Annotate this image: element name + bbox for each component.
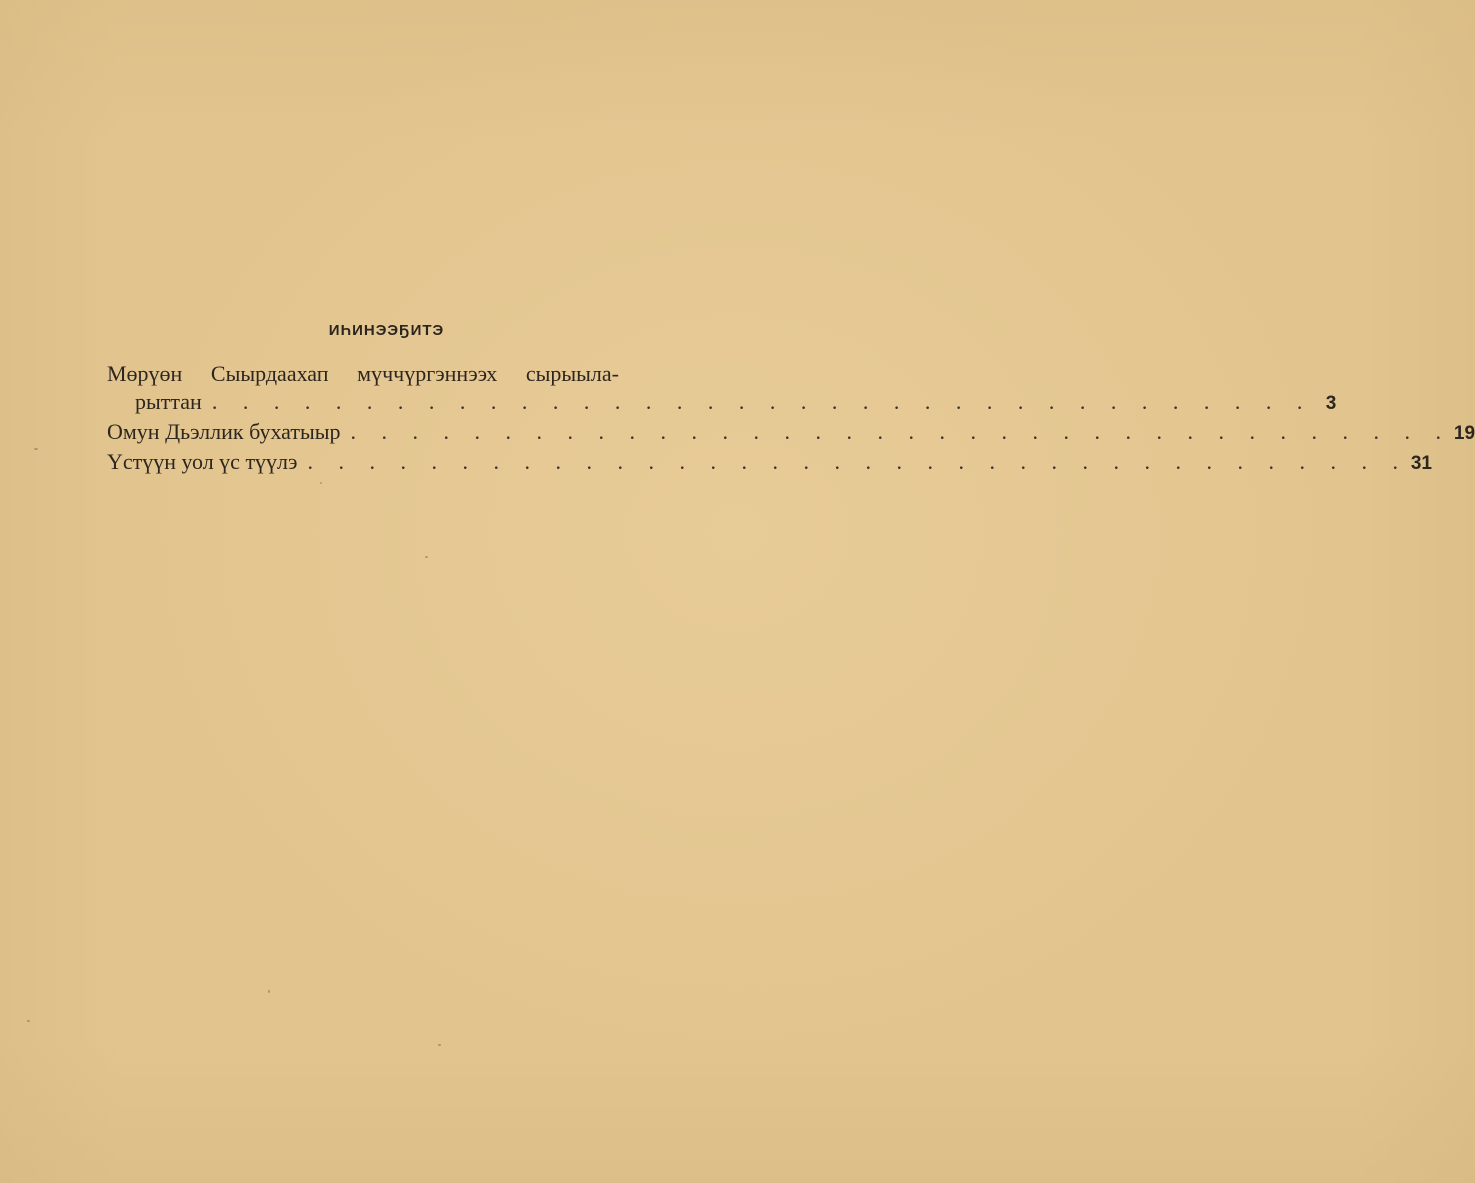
paper-speck <box>27 1020 30 1022</box>
paper-speck <box>438 1044 441 1046</box>
toc-page-number: 31 <box>1410 453 1432 474</box>
toc-entry <box>107 448 1432 478</box>
toc-page-number: 19 <box>1453 423 1475 444</box>
paper-speck <box>320 482 322 484</box>
toc-entry-title-line <box>107 448 1432 478</box>
toc-heading: ИҺИНЭЭҔИТЭ <box>328 322 445 339</box>
dot-leader: . . . . . . . . . . . . . . . . . . . . . . . . . . . . . . . . . . . . <box>211 389 1313 414</box>
toc-entry <box>107 418 1475 448</box>
paper-speck <box>425 556 428 558</box>
toc-entry-title: Үстүүн уол үс түүлэ <box>107 449 298 474</box>
toc-entry-title: рыттан <box>135 389 202 414</box>
table-of-contents <box>107 360 1475 478</box>
toc-entry-title: Омун Дьэллик бухатыыр <box>107 419 341 444</box>
toc-entry-title-word: Сыырдаахап <box>210 361 329 386</box>
toc-entry-title-word: сырыыла- <box>525 361 619 386</box>
paper-speck <box>268 990 270 993</box>
toc-entry-title-continuation <box>107 388 1337 418</box>
toc-entry-title-line <box>107 418 1475 448</box>
toc-entry-title-word: Мөрүөн <box>107 361 183 386</box>
toc-page-number: 3 <box>1325 393 1337 414</box>
toc-entry <box>107 360 1337 418</box>
toc-entry-title-word: мүччүргэннээх <box>357 361 498 386</box>
paper-speck <box>34 448 38 450</box>
dot-leader: . . . . . . . . . . . . . . . . . . . . . . . . . . . . . . . . . . . . <box>350 419 1452 444</box>
dot-leader: . . . . . . . . . . . . . . . . . . . . . . . . . . . . . . . . . . . . <box>307 449 1408 474</box>
toc-entry-title-line <box>107 360 649 388</box>
